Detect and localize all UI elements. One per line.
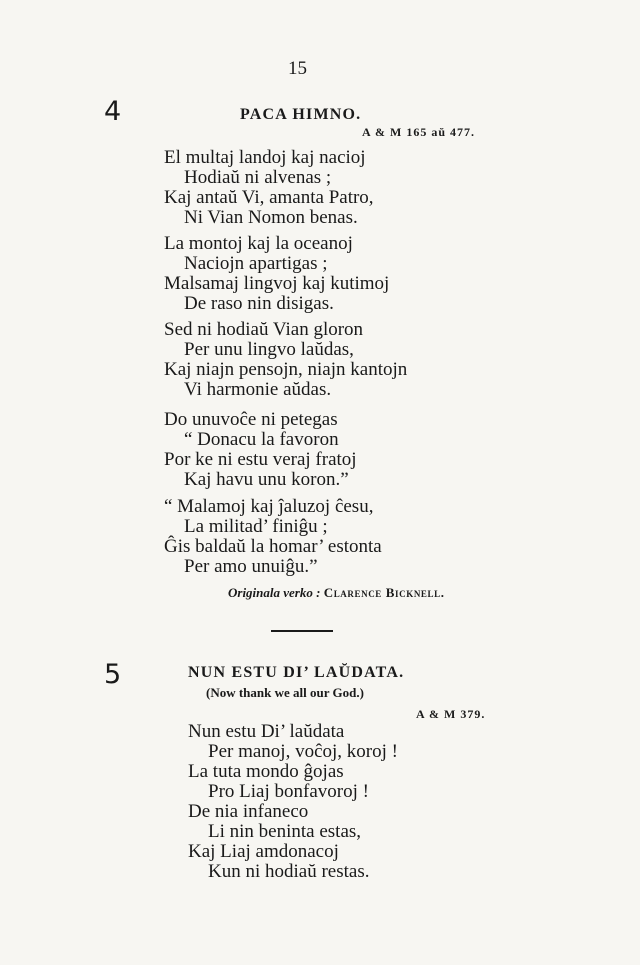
verse-line: Kaj Liaj amdonacoj	[188, 841, 339, 862]
verse-line: Li nin beninta estas,	[208, 821, 362, 842]
stanza	[164, 497, 382, 577]
verse-line: “ Donacu la favoron	[184, 429, 339, 450]
attribution-label: Originala verko :	[228, 585, 321, 600]
verse-line: Sed ni hodiaŭ Vian gloron	[164, 319, 364, 340]
hymn-title: PACA HIMNO.	[240, 106, 362, 123]
verse-line: Do unuvoĉe ni petegas	[164, 409, 338, 430]
hymn-number: 5	[104, 659, 122, 690]
hymn-reference: A & M 165 aŭ 477.	[362, 125, 475, 139]
verse-line: Kaj niajn pensojn, niajn kantojn	[164, 359, 408, 380]
attribution-author: Clarence Bicknell.	[323, 585, 445, 600]
hymn-subtitle: (Now thank we all our God.)	[206, 685, 364, 700]
attribution	[228, 585, 445, 601]
verse-line: De raso nin disigas.	[184, 293, 334, 314]
stanza	[164, 320, 407, 400]
verse-line: De nia infaneco	[188, 801, 309, 822]
verse-line: Malsamaj lingvoj kaj kutimoj	[164, 273, 390, 294]
verse-line: Pro Liaj bonfavoroj !	[208, 781, 369, 802]
verse-line: El multaj landoj kaj nacioj	[164, 147, 366, 168]
verse-line: Hodiaŭ ni alvenas ;	[184, 167, 332, 188]
verse-line: Per unu lingvo laŭdas,	[184, 339, 354, 360]
verse-line: Kaj havu unu koron.”	[184, 469, 349, 490]
section-divider	[271, 630, 333, 632]
verse-line: La militad’ finiĝu ;	[184, 516, 328, 537]
hymn-number: 4	[104, 96, 122, 127]
verse-line: Por ke ni estu veraj fratoj	[164, 449, 357, 470]
verse-line: Per amo unuiĝu.”	[184, 556, 318, 577]
stanza	[164, 410, 357, 490]
stanza	[164, 148, 374, 228]
hymn-reference: A & M 379.	[416, 707, 486, 721]
verse-line: La tuta mondo ĝojas	[188, 761, 344, 782]
verse-line: Kaj antaŭ Vi, amanta Patro,	[164, 187, 374, 208]
verse-line: Naciojn apartigas ;	[184, 253, 328, 274]
verse-line: Vi harmonie aŭdas.	[184, 379, 332, 400]
verse-line: Per manoj, voĉoj, koroj !	[208, 741, 398, 762]
verse-line: La montoj kaj la oceanoj	[164, 233, 353, 254]
verse-line: Kun ni hodiaŭ restas.	[208, 861, 370, 882]
verse-line: Ĝis baldaŭ la homar’ estonta	[164, 536, 382, 557]
stanza	[164, 234, 389, 314]
verse-line: Ni Vian Nomon benas.	[184, 207, 358, 228]
verse-line: “ Malamoj kaj ĵaluzoj ĉesu,	[164, 496, 374, 517]
verse-line: Nun estu Di’ laŭdata	[188, 721, 345, 742]
page-number: 15	[288, 58, 307, 79]
stanza	[188, 722, 398, 882]
hymn-title: NUN ESTU DI’ LAŬDATA.	[188, 664, 405, 681]
